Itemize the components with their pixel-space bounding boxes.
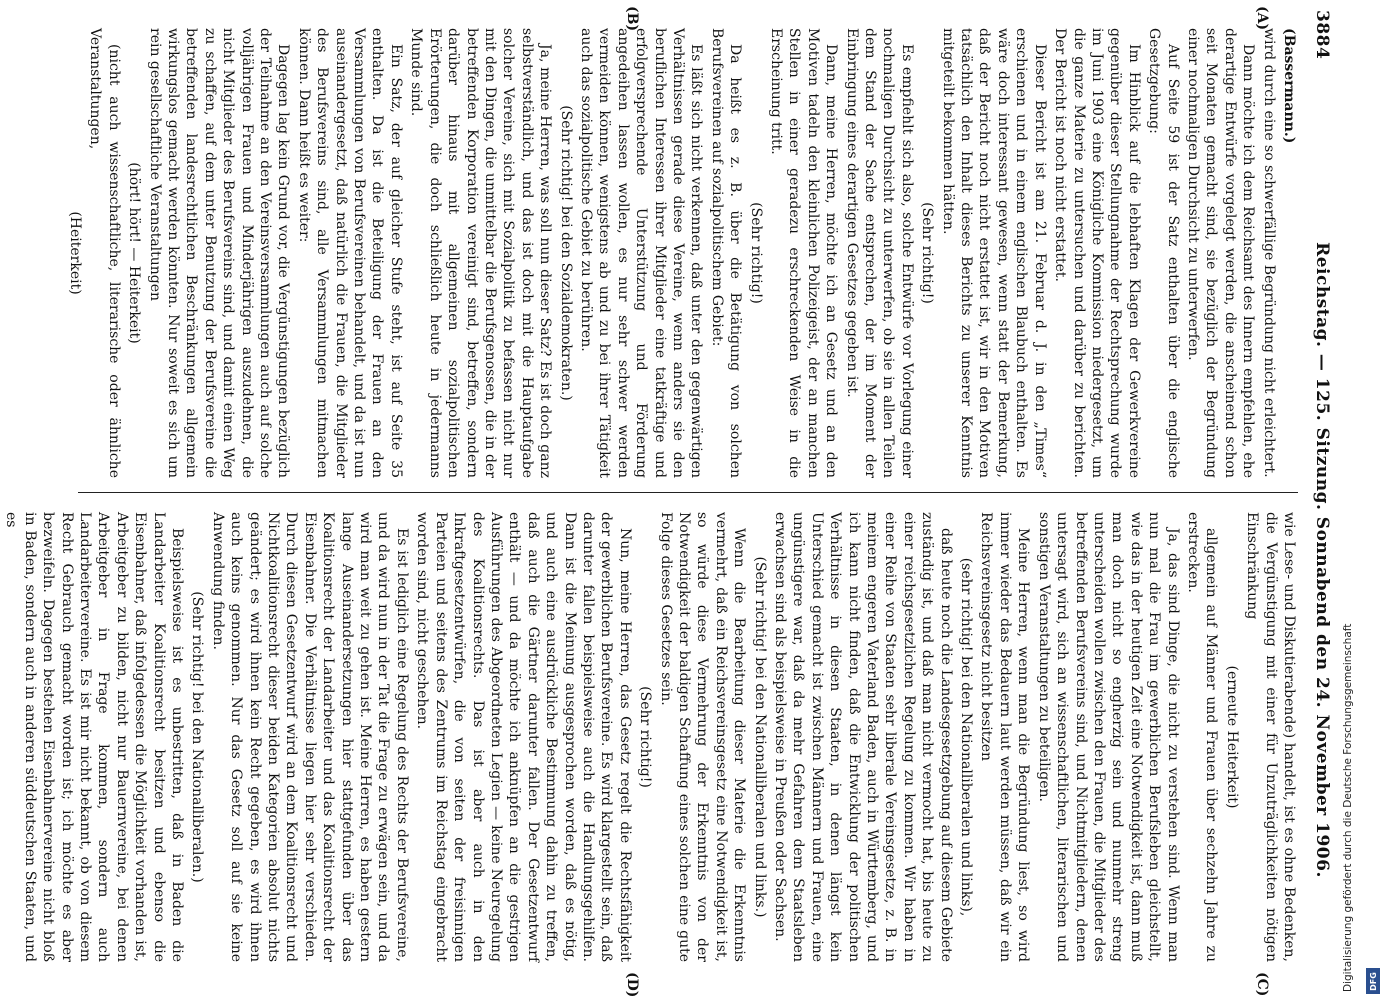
page-header	[1302, 10, 1332, 980]
side-margin	[1342, 8, 1362, 992]
paragraph: Im Hinblick auf die lebhaften Klagen der Gewerkvereine gegenüber dieser Stellungnahme der Rechtsprechung wurde im Juni 1903 eine Königliche Kommission niedergesetzt, um die ganze Materie zu untersuchen und darüber zu berichten. Der Bericht ist noch nicht erstattet.	[1052, 28, 1142, 478]
paragraph: Ein Satz, der auf gleicher Stufe steht, ist auf Seite 35 enthalten. Da ist die Beteiligung der Frauen an den Versammlungen von Berufsvereinen behandelt, und da ist nun auseinandergesetzt, daß natürlich die Frauen, die Mitglieder des Berufsvereins sind, alle Versammlungen mitmachen können. Dann heißt es weiter:	[295, 28, 404, 478]
paragraph: Es empfiehlt sich also, solche Entwürfe vor Vorlegung einer nochmaligen Durchsicht zu unterwerfen, ob sie in allen Teilen dem Stand der Sache entsprechen, der im Moment der Einbringung eines derartigen Gesetzes gegeben ist.	[843, 28, 915, 478]
paragraph: Da heißt es z. B. über die Betätigung von solchen Berufsvereinen auf sozialpolitischem Gebiet:	[708, 28, 744, 478]
paragraph: wie Lese- und Diskutierabende) handelt, ist es ohne Bedenken, die Vergünstigung mit einer für Unzuträglichkeiten nötigen Einschränkung	[1244, 512, 1297, 962]
paragraph: Nun, meine Herren, das Gesetz regelt die Rechtsfähigkeit der gewerblichen Berufsvereine. Es wird klargestellt sein, daß darunter fallen beispielsweise auch die Handlungsgehilfen. Dann ist die Meinung ausgesprochen worden, daß es nötig, und auch eine ausdrückliche Bestimmung dahin zu treffen, daß auch die Gärtner darunter fallen. Der Gesetzentwurf enthält — und da möchte ich anknüpfen an die gestrigen Ausführungen des Abgeordneten Legien — keine Neuregelung des Koalitionsrechts. Das ist aber auch in den Inkraftgesetzentwürfen, die von seiten der freisinnigen Parteien und seitens des Zentrums im Reichstag eingebracht worden sind, nicht geschehen.	[414, 512, 633, 962]
paragraph: Dann möchte ich dem Reichsamt des Innern empfehlen, ehe derartige Entwürfe vorgelegt werden, die anscheinend schon seit Monaten gemacht sind, sie bezüglich der Begründung einer nochmaligen Durchsicht zu unterwerfen.	[1184, 28, 1257, 478]
margin-marker-c: (C)	[1254, 972, 1270, 997]
column-divider	[78, 492, 1298, 493]
interjection: (hört! hört! — Heiterkeit)	[126, 162, 143, 344]
paragraph: daß heute noch die Landesgesetzgebung auf diesem Gebiete zuständig ist, und daß man nicht vermocht hat, bis heute zu einer reichsgesetzlichen Regelung zu kommen. Wir haben in einer Reihe von Staaten sehr liberale Vereinsgesetze, z. B. in meinem engeren Vaterland Baden, auch in Württemberg, und ich kann nicht finden, daß die Entwicklung der politischen Verhältnisse in diesen Staaten, in denen längst kein Unterschied gemacht ist zwischen Männern und Frauen, eine ungünstigere war, daß da mehr Gefahren dem Staatsleben erwachsen sind als beispielsweise in Preußen oder Sachsen.	[772, 512, 954, 962]
paragraph: Beispielsweise ist es unbestritten, daß in Baden die Landarbeiter Koalitionsrecht besitzen und ebenso die Eisenbahner, daß infolgedessen die Möglichkeit vorhanden ist, Arbeitgeber zu bilden, nicht nur Bauernvereine, bei denen Arbeitgeber in Frage kommen, sondern auch Landarbeitervereine. Es ist mir nicht bekannt, ob von diesem Recht Gebrauch gemacht worden ist; ich möchte es aber bezweifeln. Dagegen bestehen Eisenbahnervereine nicht bloß in Baden, sondern auch in anderen süddeutschen Staaten, und es	[3, 512, 186, 962]
interjection: (Sehr richtig!)	[637, 686, 654, 788]
margin-marker-a: (A)	[1254, 6, 1270, 31]
left-column	[68, 28, 1298, 478]
interjection: (Sehr richtig! bei den Nationalliberalen und links.)	[751, 556, 768, 918]
paragraph: Wenn die Bearbeitung dieser Materie die Erkenntnis vermehrt, daß ein Reichsvereinsgesetz eine Notwendigkeit ist, so würde diese Vermehrung der Erkenntnis von der Notwendigkeit der baldigen Schaffung eines solchen eine gute Folge dieses Gesetzes sein.	[657, 512, 748, 962]
paragraph: Meine Herren, wenn man die Begründung liest, so wird immer wieder das Bedauern laut werden müssen, daß wir ein Reichsvereinsgesetz nicht besitzen	[978, 512, 1032, 962]
paragraph: Es ist lediglich eine Regelung des Rechts der Berufsvereine, und da wird nun in der Tat die Frage zu erwägen sein, und da wird man weit zu gehen ist. Meine Herren, es haben gestern lange Auseinandersetzungen hier stattgefunden über das Koalitionsrecht der Landarbeiter und das Koalitionsrecht der Eisenbahner. Die Verhältnisse liegen hier sehr verschieden. Durch diesen Gesetzentwurf wird an dem Koalitionsrecht und Nichtkoalitionsrecht dieser beiden Kategorien absolut nichts geändert; es wird ihnen kein Recht gegeben, es wird ihnen auch keins genommen. Nur das Gesetz soll auf sie keine Anwendung finden.	[209, 512, 410, 962]
paragraph: (nicht auch wissenschaftliche, literarische oder ähnliche Veranstaltungen,	[87, 28, 122, 478]
funding-notice: Digitalisierung gefördert durch die Deutsche Forschungsgemeinschaft	[1342, 623, 1354, 992]
margin-marker-d: (D)	[624, 972, 640, 998]
paragraph: Auf Seite 59 ist der Satz enthalten über die englische Gesetzgebung:	[1146, 28, 1181, 478]
paragraph: wird durch eine so schwerfällige Begründung nicht erleichtert.	[1260, 28, 1277, 478]
interjection: (sehr richtig! bei den Nationalliberalen und links),	[958, 557, 975, 917]
paragraph: Dann, meine Herren, möchte ich an Gesetz und an den Motiven tadeln den kleinlichen Polizeigeist, der an manchen Stellen in einer geradezu erschreckenden Weise in die Erscheinung tritt.	[768, 28, 840, 478]
interjection: (Sehr richtig! bei den Nationalliberalen.)	[189, 591, 206, 883]
margin-marker-b: (B)	[624, 6, 640, 32]
dfg-logo	[1366, 968, 1380, 994]
interjection: (Sehr richtig! bei den Sozialdemokraten.)	[557, 105, 574, 401]
paragraph: Es läßt sich nicht verkennen, daß unter den gegenwärtigen Verhältnissen gerade diese Vereine, wenn anders sie den beruflichen Interessen ihrer Mitglieder eine tatkräftige und erfolgversprechende Unterstützung und Förderung angedeihen lassen wollen, es nur sehr schwer werden vermeiden können, wenigstens ab und zu bei ihrer Tätigkeit auch das sozialpolitische Gebiet zu berühren.	[577, 28, 705, 478]
paragraph: Ja, das sind Dinge, die nicht zu verstehen sind. Wenn man nun mal die Frau im gewerblichen Berufsleben gleichstellt, wie das in der heutigen Zeit eine Notwendigkeit ist, dann muß man doch nicht so engherzig sein und nunmehr streng unterscheiden wollen zwischen den Frauen, die Mitglieder des betreffenden Berufsvereins sind, und Nichtmitgliedern, denen untersagt wird, sich an wissenschaftlichen, literarischen und sonstigen Veranstaltungen zu beteiligen.	[1035, 512, 1181, 962]
interjection: (Sehr richtig!)	[919, 202, 936, 304]
rotated-page-content	[3, 0, 1340, 998]
page-title: Reichstag. — 125. Sitzung. Sonnabend den 24. November 1906.	[1312, 242, 1332, 878]
dfg-logo-text: DFG	[1368, 971, 1378, 991]
interjection: (Heiterkeit)	[67, 211, 83, 295]
interjection: (erneute Heiterkeit)	[1223, 665, 1240, 809]
paragraph: Ja, meine Herren, was soll nun dieser Satz? Es ist doch ganz selbstverständlich, und das ist doch mit die Hauptaufgabe solcher Vereine, sich mit Sozialpolitik zu befassen nicht nur mit den Dingen, die unmittelbar die Berufsgenossen, die in der betreffenden Korporation vereinigt sind, betreffen, sondern darüber hinaus mit allgemeinen sozialpolitischen Erörterungen, die doch schließlich heute in jedermanns Munde sind.	[408, 28, 554, 478]
speaker-name: (Bassermann.)	[1281, 28, 1297, 144]
page-number: 3884	[1312, 10, 1332, 60]
right-column	[3, 512, 1298, 962]
paragraph: Dagegen lag kein Grund vor, die Vergünstigungen bezüglich der Teilnahme an den Vereinsversammlungen auch auf solche volljährigen Frauen und Minderjährigen auszudehnen, die nicht Mitglieder des Berufsvereins sind, und damit einen Weg zu schaffen, auf dem unter Benutzung der Berufsvereine die betreffenden landesrechtlichen Beschränkungen allgemein wirkungslos gemacht werden könnten. Nur soweit es sich um rein gesellschaftliche Veranstaltungen	[146, 28, 292, 478]
interjection: (Sehr richtig!)	[747, 202, 764, 304]
paragraph: Dieser Bericht ist am 21. Februar d. J. in den „Times“ erschienen und in einem englischen Blaubuch enthalten. Es wäre doch interessant gewesen, wenn statt der Bemerkung, daß der Bericht noch nicht erstattet ist, wir in den Motiven tatsächlich den Inhalt dieses Berichts zu unserer Kenntnis mitgeteilt bekommen hätten.	[939, 28, 1048, 478]
paragraph: allgemein auf Männer und Frauen über sechzehn Jahre zu erstrecken.	[1184, 512, 1220, 962]
